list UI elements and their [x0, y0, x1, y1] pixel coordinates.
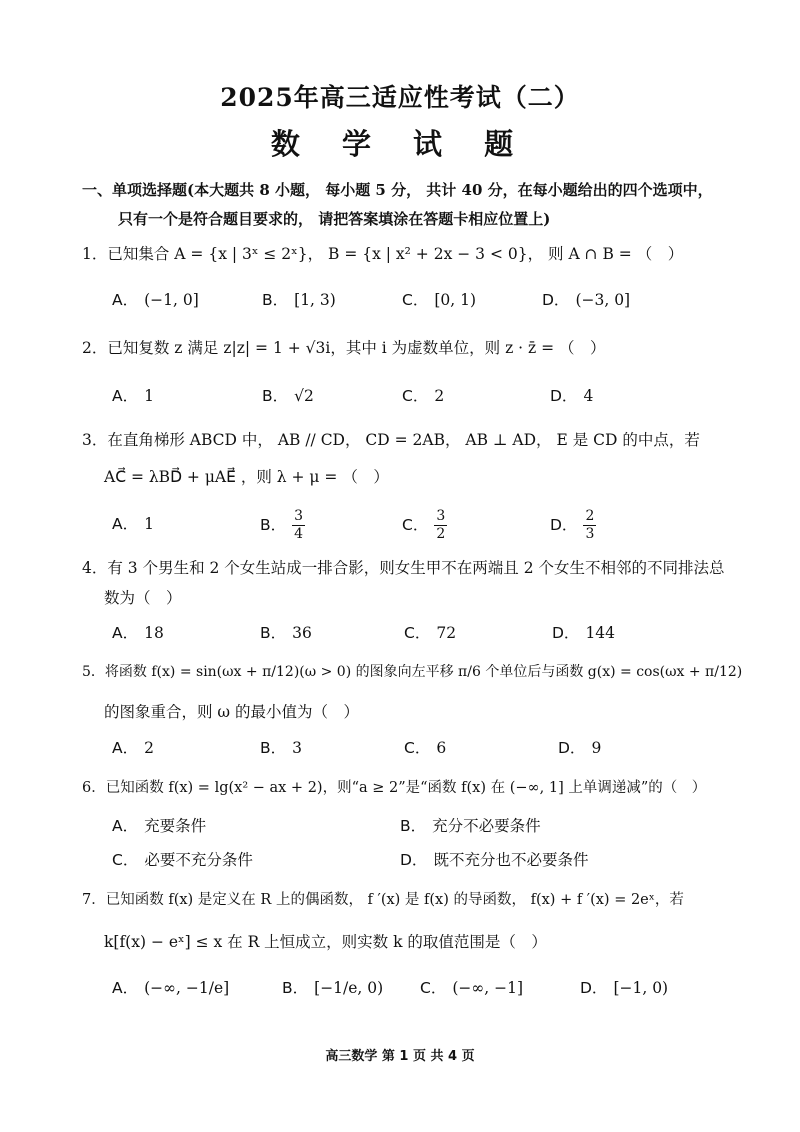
option-d: D． 144 [552, 624, 616, 642]
option-b: B． [−1/e, 0) [282, 979, 384, 997]
exam-subtitle: 数 学 试 题 [270, 127, 530, 161]
section-heading-line1: 一、单项选择题(本大题共 8 小题， 每小题 5 分， 共计 40 分，在每小题给出的四个选项中， [82, 181, 713, 199]
option-d: D． $\frac{2}{3}$ [550, 508, 595, 542]
option-a: A． (−∞, −1/e] [112, 979, 230, 997]
question-number: 6． [82, 780, 106, 796]
question-text: 有 3 个男生和 2 个女生站成一排合影，则女生甲不在两端且 2 个女生不相邻的不同排法总 [107, 559, 725, 577]
question-1 [82, 242, 722, 264]
option-a: A． 18 [112, 624, 164, 642]
fraction: $\frac{2}{3}$ [585, 508, 595, 542]
question-text: 已知函数 f(x) 是定义在 R 上的偶函数， f ′(x) 是 f(x) 的导函数， f(x) + f ′(x) = 2eˣ，若 [105, 892, 684, 908]
question-text: 已知函数 f(x) = lg(x² − ax + 2)，则“a ≥ 2”是“函数 f(x) 在 (−∞, 1] 上单调递减”的（ ） [105, 780, 707, 796]
section-heading-line2: 只有一个是符合题目要求的， 请把答案填涂在答题卡相应位置上) [118, 210, 551, 228]
question-3 [82, 428, 722, 450]
question-text: 已知复数 z 满足 z|z| = 1 + √3i，其中 i 为虚数单位，则 z · z̄ = （ ） [107, 339, 606, 357]
question-text: 将函数 f(x) = sin(ωx + π/12)(ω > 0) 的图象向左平移 π/6 个单位后与函数 g(x) = cos(ωx + π/12) [104, 664, 743, 680]
option-b: B． √2 [262, 387, 314, 405]
option-b: B． [1, 3) [262, 291, 336, 309]
question-7 [82, 888, 722, 909]
option-c: C． $\frac{3}{2}$ [402, 508, 446, 542]
option-c: C． 2 [402, 387, 445, 405]
section-instructions [82, 176, 722, 234]
option-a: A． (−1, 0] [112, 291, 199, 309]
question-number: 1． [82, 245, 108, 263]
question-number: 5． [82, 664, 105, 680]
question-text: 已知集合 A = {x | 3ˣ ≤ 2ˣ}， B = {x | x² + 2x − 3 < 0}， 则 A ∩ B = （ ） [107, 245, 684, 263]
option-d: D． 9 [558, 739, 602, 757]
question-6 [82, 776, 722, 797]
page-footer: 高三数学 第 1 页 共 4 页 [325, 1049, 475, 1064]
option-a: A． 充要条件 [112, 817, 207, 835]
option-a: A． 1 [112, 387, 154, 405]
question-7-line2: k[f(x) − eˣ] ≤ x 在 R 上恒成立，则实数 k 的取值范围是（ ） [104, 933, 547, 951]
option-a: A． 2 [112, 739, 154, 757]
question-3-line2: AC⃗ = λBD⃗ + μAE⃗ ，则 λ + μ = （ ） [104, 468, 389, 486]
option-d: D． (−3, 0] [542, 291, 631, 309]
option-b: B． 3 [260, 739, 303, 757]
question-number: 3． [82, 431, 108, 449]
question-text: 在直角梯形 ABCD 中， AB // CD， CD = 2AB， AB ⊥ AD， E 是 CD 的中点，若 [107, 431, 700, 449]
option-b: B． $\frac{3}{4}$ [260, 508, 304, 542]
option-b: B． 36 [260, 624, 312, 642]
option-c: C． (−∞, −1] [420, 979, 524, 997]
question-number: 7． [82, 892, 106, 908]
question-4-line2: 数为（ ） [104, 589, 182, 607]
fraction: $\frac{3}{4}$ [294, 508, 304, 542]
option-c: C． 72 [404, 624, 457, 642]
question-number: 2． [82, 339, 108, 357]
option-d: D． 既不充分也不必要条件 [400, 851, 589, 869]
option-b: B． 充分不必要条件 [400, 817, 541, 835]
option-c: C． [0, 1) [402, 291, 476, 309]
option-c: C． 6 [404, 739, 447, 757]
option-c: C． 必要不充分条件 [112, 851, 253, 869]
fraction: $\frac{3}{2}$ [436, 508, 446, 542]
question-2 [82, 336, 722, 358]
question-5 [82, 661, 743, 681]
option-d: D． 4 [550, 387, 594, 405]
question-4 [82, 556, 725, 578]
option-d: D． [−1, 0) [580, 979, 669, 997]
exam-title: 2025年高三适应性考试（二） [220, 83, 580, 112]
question-5-line2: 的图象重合，则 ω 的最小值为（ ） [104, 703, 359, 721]
question-number: 4． [82, 559, 108, 577]
option-a: A． 1 [112, 515, 154, 533]
